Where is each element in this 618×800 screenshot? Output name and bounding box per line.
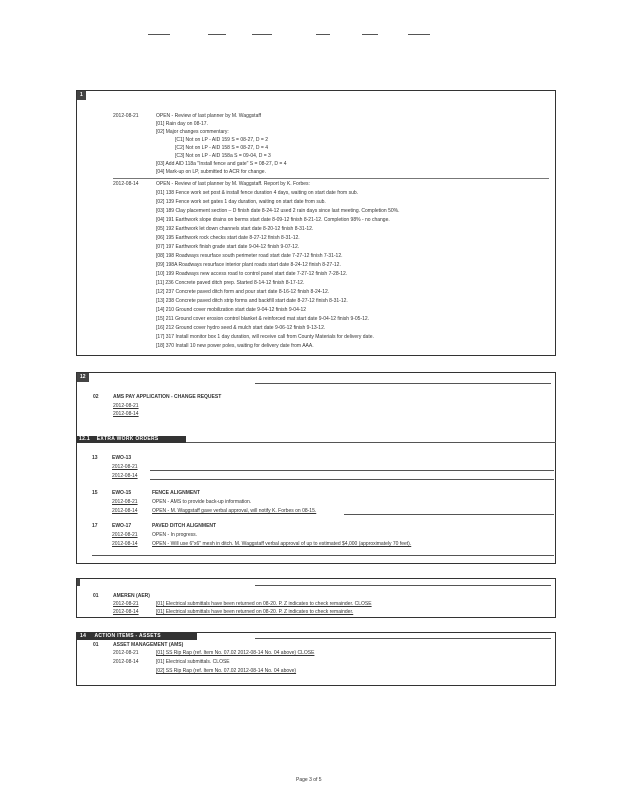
entry-note: [02] SS Rip Rap (ref. Item No. 07.02 2012-08-14 No. 04 above) — [156, 668, 297, 674]
entry-line: [03] 189 Clay placement section – D finish date 8-24-12 used 2 rain days since last meeting. Completion 50%. — [156, 208, 400, 214]
entry-line: [13] 238 Concrete paved ditch strip forms and backfill start date 8-27-12 finish 8-31-12. — [156, 298, 348, 304]
entry-line: [03] Add AID 118a "Install fence and gate" S = 08-27, D = 4 — [156, 161, 287, 167]
bar-title: EXTRA WORK ORDERS — [96, 436, 159, 442]
entry-line: [08] 198 Roadways resurface south perimeter road start date 7-27-12 finish 7-31-12. — [156, 253, 343, 259]
entry-line: [16] 212 Ground cover hydro seed & mulch start date 9-06-12 finish 9-13-12. — [156, 325, 326, 331]
section-action-items — [76, 632, 556, 686]
header-rule — [316, 34, 330, 35]
entry-date: 2012-08-21 — [113, 113, 139, 119]
entry-date: 2012-08-21 — [113, 403, 139, 409]
header-rule — [362, 34, 378, 35]
item-title: AMS PAY APPLICATION - CHANGE REQUEST — [113, 394, 222, 400]
ewo-title: EWO-15 — [112, 490, 132, 496]
entry-line: [01] Rain day on 08-17. — [156, 121, 208, 127]
ewo-number: 13 — [92, 455, 98, 461]
section-number: 1 — [77, 91, 86, 100]
entry-line: [06] 195 Earthwork rock checks start date 8-27-12 finish 8-31-12. — [156, 235, 300, 241]
ewo-subtitle: PAVED DITCH ALIGNMENT — [152, 523, 217, 529]
divider — [255, 585, 551, 586]
header-rule — [208, 34, 226, 35]
ewo-number: 17 — [92, 523, 98, 529]
divider — [113, 178, 549, 179]
section-ameren — [76, 578, 556, 618]
entry-line: [17] 317 Install monitor box 1 day duration, will receive call from County Materials for delivery date. — [156, 334, 374, 340]
header-rule — [148, 34, 170, 35]
section-number: 14 — [80, 633, 87, 639]
item-title: AMEREN (AER) — [113, 593, 150, 599]
ewo-note: OPEN - AMS to provide back-up information. — [152, 499, 252, 505]
entry-line: OPEN - Review of last planner by M. Waggstaff. Report by K. Forbes: — [156, 181, 310, 187]
entry-note: [01] Electrical submittals have been returned on 08-20. P. Z indicates to check remainder. CLOSE — [156, 601, 372, 607]
entry-line: [15] 211 Ground cover erosion control blanket & reinforced mat start date 9-04-12 finish 9-05-12. — [156, 316, 370, 322]
entry-date: 2012-08-14 — [113, 181, 139, 187]
item-number: 01 — [93, 642, 99, 648]
entry-date: 2012-08-21 — [113, 601, 139, 607]
entry-line: [10] 199 Roadways new access road to control panel start date 7-27-12 finish 7-28-12. — [156, 271, 348, 277]
header-rule — [408, 34, 430, 35]
entry-line: OPEN - Review of last planner by M. Waggstaff — [156, 113, 262, 119]
entry-note: [01] Electrical submittals. CLOSE — [156, 659, 230, 665]
entry-line: [C2] Not on LP - AID 158 S = 08-27, D = 4 — [175, 145, 269, 151]
entry-line: [02] 139 Fence work set gates 1 day duration, waiting on start date from sub. — [156, 199, 326, 205]
ewo-title: EWO-13 — [112, 455, 132, 461]
entry-date: 2012-08-21 — [113, 650, 139, 656]
entry-line: [C1] Not on LP - AID 159 S = 08-27, D = 2 — [175, 137, 269, 143]
ewo-subtitle: FENCE ALIGNMENT — [152, 490, 200, 496]
entry-date: 2012-08-21 — [112, 464, 138, 470]
bar-number: 12.1 — [79, 436, 90, 442]
ewo-note: OPEN - M. Waggstaff gave verbal approval, will notify K. Forbes on 08-15. — [152, 508, 317, 514]
entry-note: [01] SS Rip Rap (ref. Item No. 07.02 2012-08-14 No. 04 above) CLOSE — [156, 650, 315, 656]
entry-date: 2012-08-21 — [112, 532, 138, 538]
ewo-title: EWO-17 — [112, 523, 132, 529]
entry-line: [04] 191 Earthwork slope drains on berms start date 8-09-12 finish 8-21-12. Completion 98% - no change. — [156, 217, 390, 223]
section-number — [77, 579, 80, 586]
entry-note: [01] Electrical submittals have been returned on 08-20. P. Z indicates to check remainder. — [156, 609, 354, 615]
divider — [255, 638, 551, 639]
page-footer: Page 3 of 5 — [296, 777, 322, 783]
entry-date: 2012-08-14 — [112, 541, 138, 547]
divider — [255, 383, 551, 384]
entry-line: [07] 197 Earthwork finish grade start date 9-04-12 finish 9-07-12. — [156, 244, 300, 250]
entry-line: [14] 210 Ground cover mobilization start date 9-04-12 finish 9-04-12 — [156, 307, 307, 313]
section-pay-application — [76, 372, 556, 564]
extra-work-orders-bar — [76, 436, 186, 443]
section-planner-review — [76, 90, 556, 356]
item-title: ASSET MANAGEMENT (AMS) — [113, 642, 184, 648]
ewo-note: OPEN - Will use 6"x6" mesh in ditch. M. Waggstaff verbal approval of up to estimated $4,000 (approximately 70 feet). — [152, 541, 412, 547]
entry-date: 2012-08-14 — [113, 609, 139, 615]
entry-line: [02] Major changes commentary: — [156, 129, 229, 135]
divider — [150, 470, 554, 471]
ewo-number: 15 — [92, 490, 98, 496]
entry-date: 2012-08-14 — [113, 659, 139, 665]
entry-line: [18] 370 Install 10 new power poles, waiting for delivery date from AAA. — [156, 343, 314, 349]
item-number: 02 — [93, 394, 99, 400]
entry-date: 2012-08-21 — [112, 499, 138, 505]
entry-date: 2012-08-14 — [113, 411, 139, 417]
entry-date: 2012-08-14 — [112, 473, 138, 479]
item-number: 01 — [93, 593, 99, 599]
bar-title: ACTION ITEMS - ASSETS — [94, 633, 161, 639]
entry-line: [09] 198A Roadways resurface interior plant roads start date 8-24-12 finish 8-27-12. — [156, 262, 341, 268]
divider — [150, 479, 554, 480]
ewo-note: OPEN - In progress. — [152, 532, 198, 538]
divider — [344, 514, 554, 515]
entry-line: [11] 236 Concrete paved ditch prep. Started 8-14-12 finish 8-17-12. — [156, 280, 305, 286]
entry-line: [05] 192 Earthwork let down channels start date 8-20-12 finish 8-31-12. — [156, 226, 314, 232]
entry-date: 2012-08-14 — [112, 508, 138, 514]
divider — [92, 555, 554, 556]
entry-line: [01] 138 Fence work set post & install fence duration 4 days, waiting on start date from sub. — [156, 190, 359, 196]
entry-line: [C3] Not on LP - AID 158a S = 09-04, D = 3 — [175, 153, 271, 159]
divider — [186, 442, 556, 443]
section-number: 12 — [77, 373, 89, 382]
header-rule — [252, 34, 272, 35]
action-items-bar — [77, 633, 197, 640]
entry-line: [04] Mark-up on LP, submitted to ACR for change. — [156, 169, 266, 175]
entry-line: [12] 237 Concrete paved ditch form and pour start date 8-16-12 finish 8-24-12. — [156, 289, 330, 295]
